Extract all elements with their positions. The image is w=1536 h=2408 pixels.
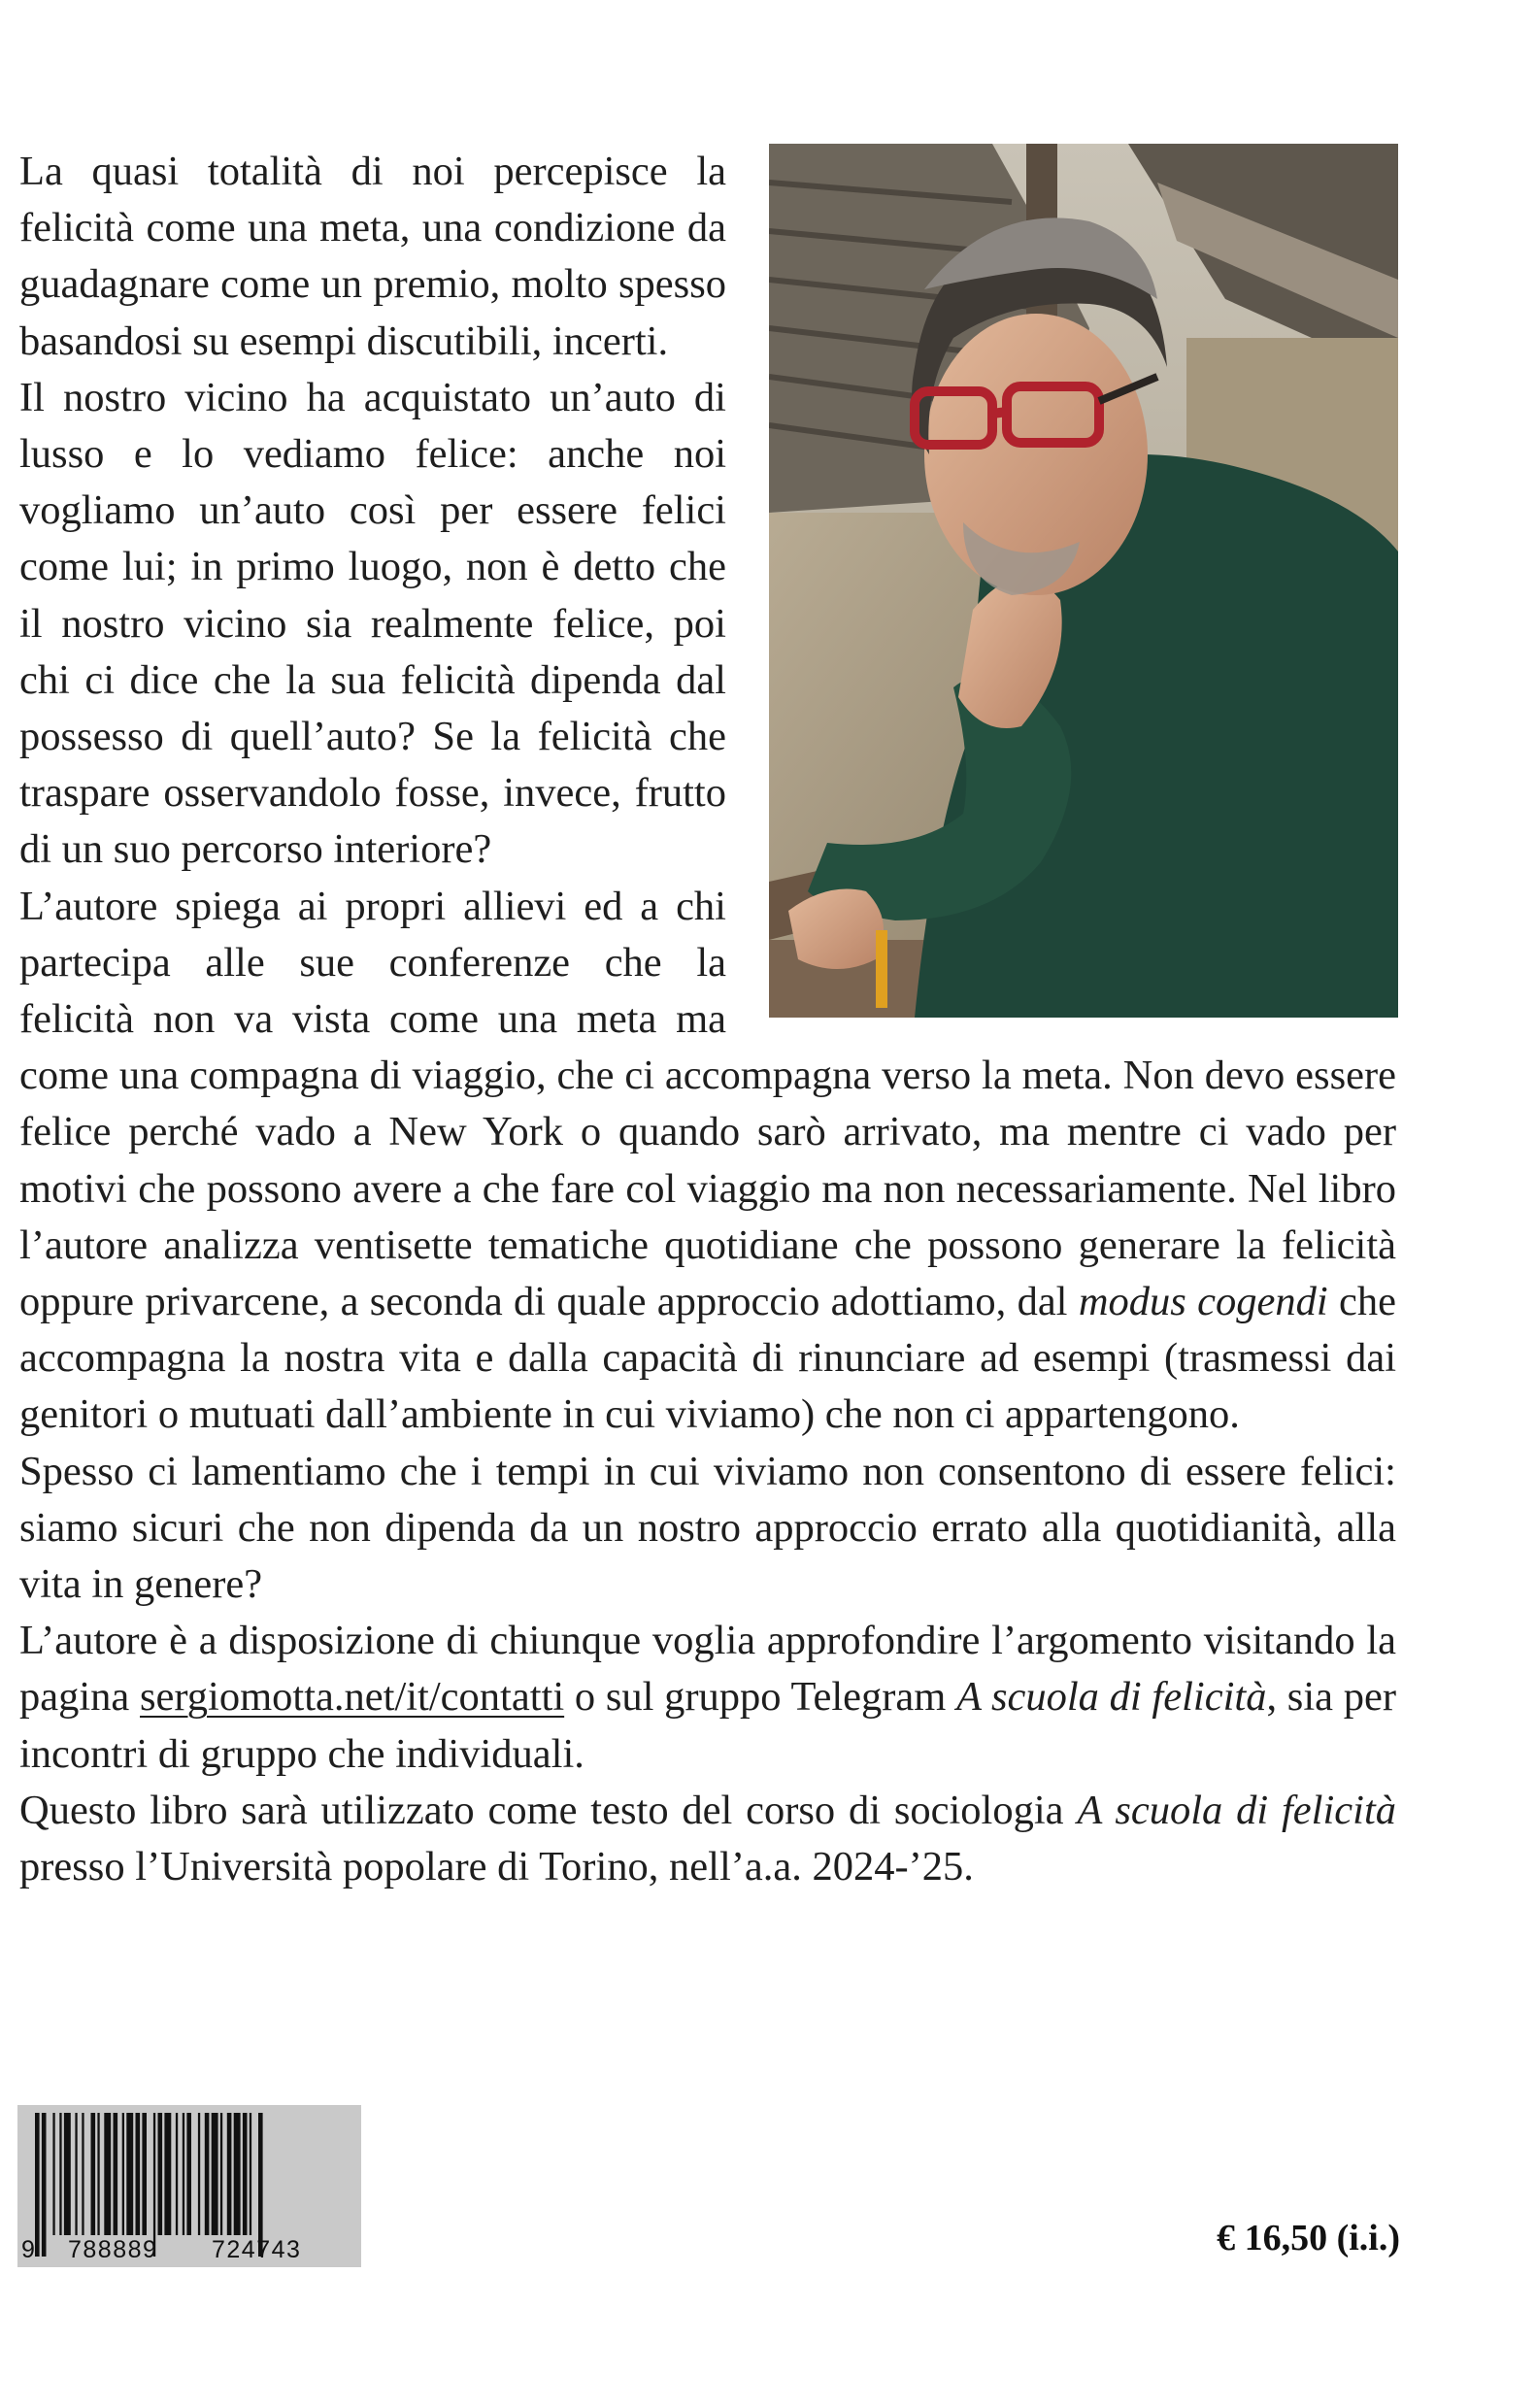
barcode-bar (142, 2113, 147, 2235)
paragraph-3-text-b: che accompagna la nostra vita e dalla capacità di rinunciare ad esempi (trasmessi dai genitori o mutuati dall’ambiente in cui viviamo) che non ci appartengono. (19, 1279, 1396, 1438)
barcode-bar (42, 2113, 47, 2257)
barcode-bar (91, 2113, 96, 2235)
barcode-bar (35, 2113, 40, 2257)
barcode-bar (97, 2113, 99, 2235)
barcode-bar (153, 2113, 155, 2257)
paragraph-2: Il nostro vicino ha acquistato un’auto di lusso e lo vediamo felice: anche noi vogliamo un’auto così per essere felici come lui; in primo luogo, non è detto che il nostro vicino sia realmente felice, poi chi ci dice che la sua felicità dipenda dal possesso di quell’auto? Se la felicità che traspare osservandolo fosse, invece, frutto di un suo percorso interiore? (19, 374, 726, 873)
paragraph-5-text-a: L’autore è a disposizione di chiunque voglia approfondire l’argomento visitando la pagina (19, 1618, 1396, 1721)
barcode-bar (158, 2113, 163, 2235)
barcode-bar (114, 2113, 118, 2235)
paragraph-6-text-b: presso l’Università popolare di Torino, nell’a.a. 2024-’25. (19, 1844, 974, 1890)
barcode-bar (243, 2113, 248, 2235)
barcode-bar (104, 2113, 111, 2235)
paragraph-3-text-a: L’autore spiega ai propri allievi ed a chi partecipa alle sue conferenze che la felicità non va vista come una meta ma come una compagna di viaggio, che ci accompagna verso la meta. Non devo essere felice perché vado a New York o quando sarò arrivato, ma mentre ci vado per motivi che possono avere a che fare col viaggio ma non necessariamente. Nel libro l’autore analizza ventisette tematiche quotidiane che possono generare la felicità oppure privarcene, a seconda di quale approccio adottiamo, dal (19, 883, 1396, 1325)
barcode-bar (258, 2113, 263, 2257)
barcode-bar (52, 2113, 54, 2235)
barcode-bar (126, 2113, 133, 2235)
barcode-bar (136, 2113, 141, 2235)
barcode-bar (250, 2113, 251, 2235)
isbn-barcode (17, 2105, 361, 2267)
paragraph-5 (19, 1613, 1396, 1783)
isbn-digits-left: 788889 (68, 2236, 158, 2263)
course-name: A scuola di felicità (1077, 1787, 1396, 1833)
barcode-bar (205, 2113, 210, 2235)
barcode-bar (82, 2113, 83, 2235)
paragraph-5-text-c: , sia per incontri di gruppo che individuali. (19, 1674, 1396, 1777)
contact-link[interactable]: sergiomotta.net/it/contatti (140, 1674, 565, 1721)
barcode-bar (122, 2113, 124, 2235)
barcode-bar (75, 2113, 77, 2235)
paragraph-4: Spesso ci lamentiamo che i tempi in cui viviamo non consentono di essere felici: siamo sicuri che non dipenda da un nostro approccio errato alla quotidianità, alla vita in genere? (19, 1448, 1396, 1608)
barcode-bar (64, 2113, 71, 2235)
paragraph-5-text-b: o sul gruppo Telegram (564, 1674, 957, 1721)
barcode-bar (198, 2113, 200, 2235)
barcode-bar (164, 2113, 171, 2235)
author-photo (769, 144, 1398, 1018)
price-label: € 16,50 (i.i.) (1217, 2218, 1400, 2258)
barcode-bar (186, 2113, 191, 2235)
paragraph-1: La quasi totalità di noi percepisce la felicità come una meta, una condizione da guadagnare come un premio, molto spesso basandosi su esempi discutibili, incerti. (19, 149, 726, 364)
paragraph-6-text-a: Questo libro sarà utilizzato come testo del corso di sociologia (19, 1787, 1078, 1833)
paragraph-3-italic: modus cogendi (1078, 1279, 1328, 1325)
barcode-bar (212, 2113, 218, 2235)
isbn-digit-first: 9 (21, 2236, 37, 2263)
barcode-bar (176, 2113, 178, 2235)
isbn-digits-right: 724743 (212, 2236, 302, 2263)
barcode-bar (59, 2113, 61, 2235)
blurb-text (19, 144, 1396, 1895)
barcode-bar (183, 2113, 184, 2235)
paragraph-6 (19, 1783, 1396, 1895)
barcode-bar (227, 2113, 232, 2235)
barcode-bar (220, 2113, 222, 2235)
telegram-group-name: A scuola di felicità (956, 1674, 1267, 1721)
barcode-bar (234, 2113, 241, 2235)
